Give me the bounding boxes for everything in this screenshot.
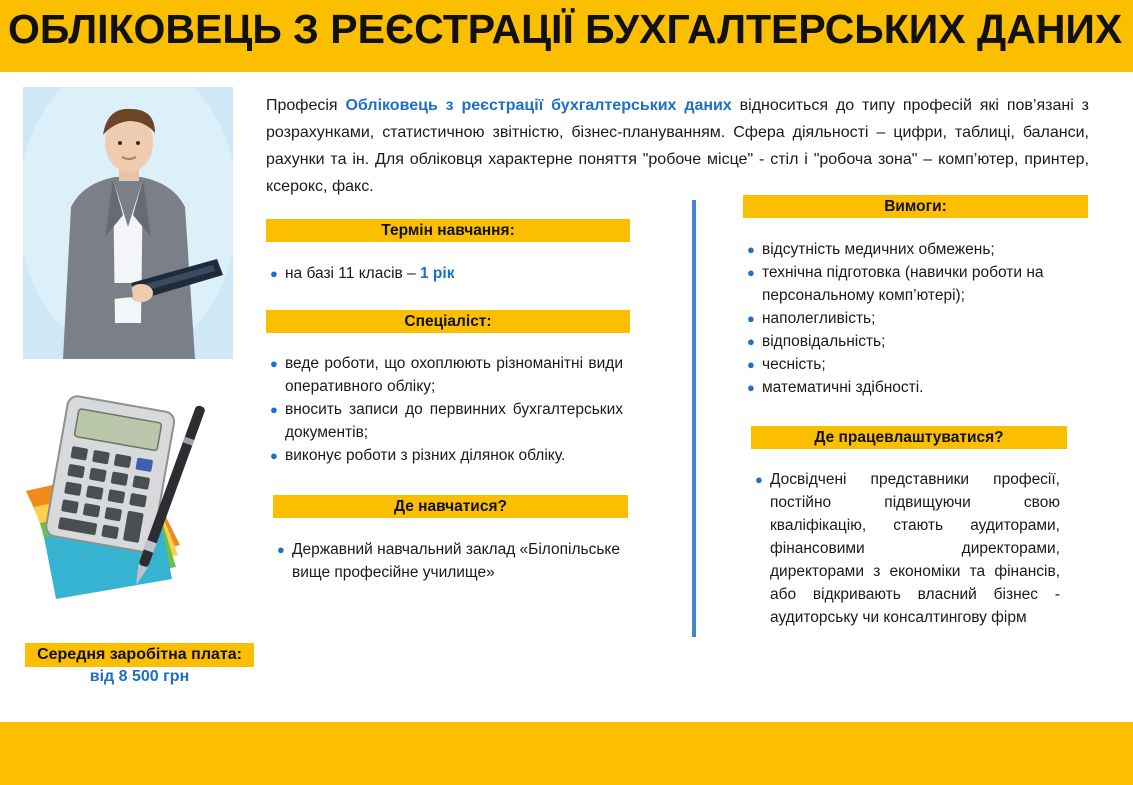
- study-term-value: 1 рік: [420, 265, 455, 282]
- salary-value: від 8 500 грн: [89, 668, 190, 685]
- intro-paragraph: [266, 92, 1089, 200]
- list-item-text: наполегливість;: [762, 310, 876, 327]
- page-title: ОБЛІКОВЕЦЬ З РЕЄСТРАЦІЇ БУХГАЛТЕРСЬКИХ ДАНИХ: [8, 6, 1123, 52]
- bullet-dot-icon: ●: [747, 334, 755, 349]
- list-item: [266, 444, 623, 467]
- where-study-list: [273, 538, 620, 584]
- list-item-text: Державний навчальний заклад «Білопільське вище професійне училище»: [292, 541, 620, 581]
- bullet-dot-icon: ●: [747, 380, 755, 395]
- where-study-label: Де навчатися?: [273, 495, 628, 518]
- list-item: [743, 376, 1093, 399]
- bullet-dot-icon: ●: [747, 357, 755, 372]
- study-term-list: [266, 262, 630, 285]
- bullet-dot-icon: ●: [747, 265, 755, 280]
- employment-label: Де працевлаштуватися?: [751, 426, 1067, 449]
- bullet-dot-icon: ●: [270, 448, 278, 463]
- bullet-dot-icon: ●: [755, 472, 763, 487]
- study-term-prefix: на базі 11 класів –: [285, 265, 420, 282]
- list-item-text: виконує роботи з різних ділянок обліку.: [285, 447, 566, 464]
- bullet-dot-icon: ●: [270, 402, 278, 417]
- header-band: [0, 0, 1133, 72]
- list-item-text: Досвідчені представники професії, постійно підвищуючи свою кваліфікацію, стають аудиторами, фінансовими директорами, директорами з економіки та фінансів, або відкривають власний бізнес - аудиторську чи консалтингову фірм: [770, 471, 1060, 626]
- bullet-dot-icon: ●: [747, 311, 755, 326]
- profession-name: Обліковець з реєстрації бухгалтерських даних: [345, 97, 732, 114]
- list-item-text: відсутність медичних обмежень;: [762, 241, 995, 258]
- footer-band: [0, 722, 1133, 785]
- list-item: [266, 352, 623, 398]
- list-item-text: відповідальність;: [762, 333, 886, 350]
- list-item: [743, 261, 1093, 307]
- list-item-text: математичні здібності.: [762, 379, 924, 396]
- requirements-label: Вимоги:: [743, 195, 1088, 218]
- list-item: [743, 238, 1093, 261]
- intro-prefix: Професія: [266, 97, 346, 114]
- specialist-list: [266, 352, 623, 467]
- professional-photo: [23, 87, 233, 359]
- specialist-label: Спеціаліст:: [266, 310, 630, 333]
- list-item: [743, 307, 1093, 330]
- list-item: [266, 262, 630, 285]
- list-item: [743, 353, 1093, 376]
- list-item-text: веде роботи, що охоплюють різноманітні види оперативного обліку;: [285, 355, 623, 395]
- list-item-text: технічна підготовка (навички роботи на персональному комп’ютері);: [762, 264, 1044, 304]
- list-item: [751, 468, 1060, 629]
- calculator-illustration: [20, 395, 220, 605]
- column-divider: [692, 200, 696, 637]
- list-item: [273, 538, 620, 584]
- bullet-dot-icon: ●: [270, 266, 278, 281]
- list-item: [266, 398, 623, 444]
- intro-rest: відноситься до типу професій які пов’язані з розрахунками, статистичною звітністю, бізнес-плануванням. Сфера діяльності – цифри, таблиці, баланси, рахунки та ін. Для обліковця характерне поняття "робоче місце" - стіл і "робоча зона" – комп’ютер, принтер, ксерокс, факс.: [266, 97, 1089, 195]
- list-item: [743, 330, 1093, 353]
- salary-label: Середня заробітна плата:: [25, 643, 254, 667]
- list-item-text: чесність;: [762, 356, 826, 373]
- bullet-dot-icon: ●: [270, 356, 278, 371]
- list-item-text: вносить записи до первинних бухгалтерських документів;: [285, 401, 623, 441]
- study-term-label: Термін навчання:: [266, 219, 630, 242]
- bullet-dot-icon: ●: [747, 242, 755, 257]
- employment-list: [751, 468, 1060, 629]
- requirements-list: [743, 238, 1093, 399]
- bullet-dot-icon: ●: [277, 542, 285, 557]
